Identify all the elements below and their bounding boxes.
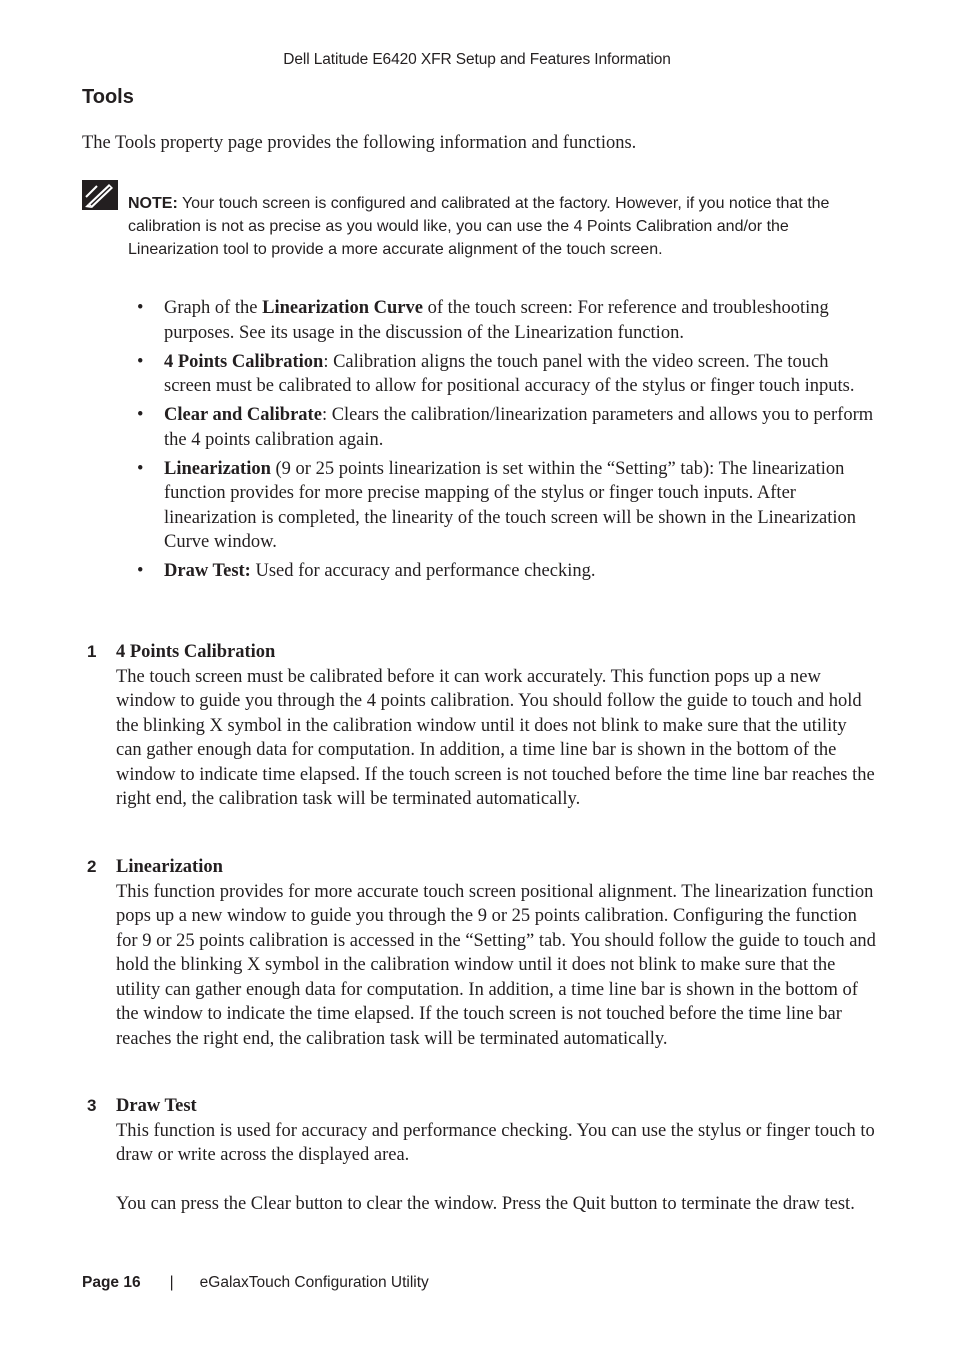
bullet-list: [137, 296, 876, 588]
item-number: 3: [87, 1096, 97, 1115]
numbered-item-1: [82, 640, 882, 812]
footer-title: eGalaxTouch Configuration Utility: [199, 1274, 429, 1291]
footer-separator: |: [169, 1274, 174, 1291]
page-number: Page 16: [82, 1274, 141, 1291]
page-footer: [82, 1274, 429, 1292]
item-number: 2: [87, 857, 97, 876]
item-title: Draw Test: [116, 1096, 197, 1116]
item-title: 4 Points Calibration: [116, 642, 276, 662]
bullet-item: • Clear and Calibrate: Clears the calibration/linearization parameters and allows you to perform the 4 points calibration again.: [137, 405, 874, 450]
bullet-item: • Linearization (9 or 25 points linearization is set within the “Setting” tab): The linearization function provides for more precise mapping of the stylus or finger touch inputs. After linearization is completed, the linearity of the touch screen will be shown in the Linearization Curve window.: [137, 458, 856, 552]
note-block: [128, 192, 873, 261]
item-paragraph: You can press the Clear button to clear the window. Press the Quit button to terminate the draw test.: [116, 1194, 855, 1214]
numbered-item-2: [82, 855, 882, 1051]
running-header: Dell Latitude E6420 XFR Setup and Features Information: [283, 51, 671, 68]
item-number: 1: [87, 642, 97, 661]
note-text: Your touch screen is configured and calibrated at the factory. However, if you notice that the calibration is not as precise as you would like, you can use the 4 Points Calibration and/or the Linearization tool to provide a more accurate alignment of the touch screen.: [128, 195, 830, 258]
numbered-item-3: [82, 1094, 882, 1217]
item-paragraph: This function is used for accuracy and performance checking. You can use the stylus or finger touch to draw or write across the displayed area.: [116, 1120, 875, 1165]
item-title: Linearization: [116, 857, 223, 877]
section-title: Tools: [82, 86, 134, 108]
bullet-item: • 4 Points Calibration: Calibration aligns the touch panel with the video screen. The touch screen must be calibrated to allow for positional accuracy of the stylus or finger touch inputs.: [137, 351, 855, 396]
item-paragraph: This function provides for more accurate touch screen positional alignment. The linearization function pops up a new window to guide you through the 9 or 25 points calibration. Configuring the function for 9 or 25 points calibration is accessed in the “Setting” tab. You should follow the guide to touch and hold the blinking X symbol in the calibration window until it does not blink to make sure that the utility can gather enough data for computation. In addition, a time line bar is shown in the bottom of the window to indicate the time elapsed. If the touch screen is not touched before the time line bar reaches the right end, the calibration task will be terminated automatically.: [116, 881, 876, 1049]
intro-paragraph: The Tools property page provides the following information and functions.: [82, 133, 637, 153]
note-label: NOTE:: [128, 195, 178, 212]
note-pencil-icon: [82, 180, 118, 210]
bullet-item: • Draw Test: Used for accuracy and performance checking.: [137, 561, 596, 581]
bullet-item: • Graph of the Linearization Curve of the touch screen: For reference and troubleshooting purposes. See its usage in the discussion of the Linearization function.: [137, 298, 829, 343]
item-paragraph: The touch screen must be calibrated before it can work accurately. This function pops up a new window to guide you through the 4 points calibration. You should follow the guide to touch and hold the blinking X symbol in the calibration window until it does not blink to make sure that the utility can gather enough data for computation. In addition, a time line bar is shown in the bottom of the window to indicate time elapsed. If the touch screen is not touched before the time line bar reaches the right end, the calibration task will be terminated automatically.: [116, 666, 875, 809]
